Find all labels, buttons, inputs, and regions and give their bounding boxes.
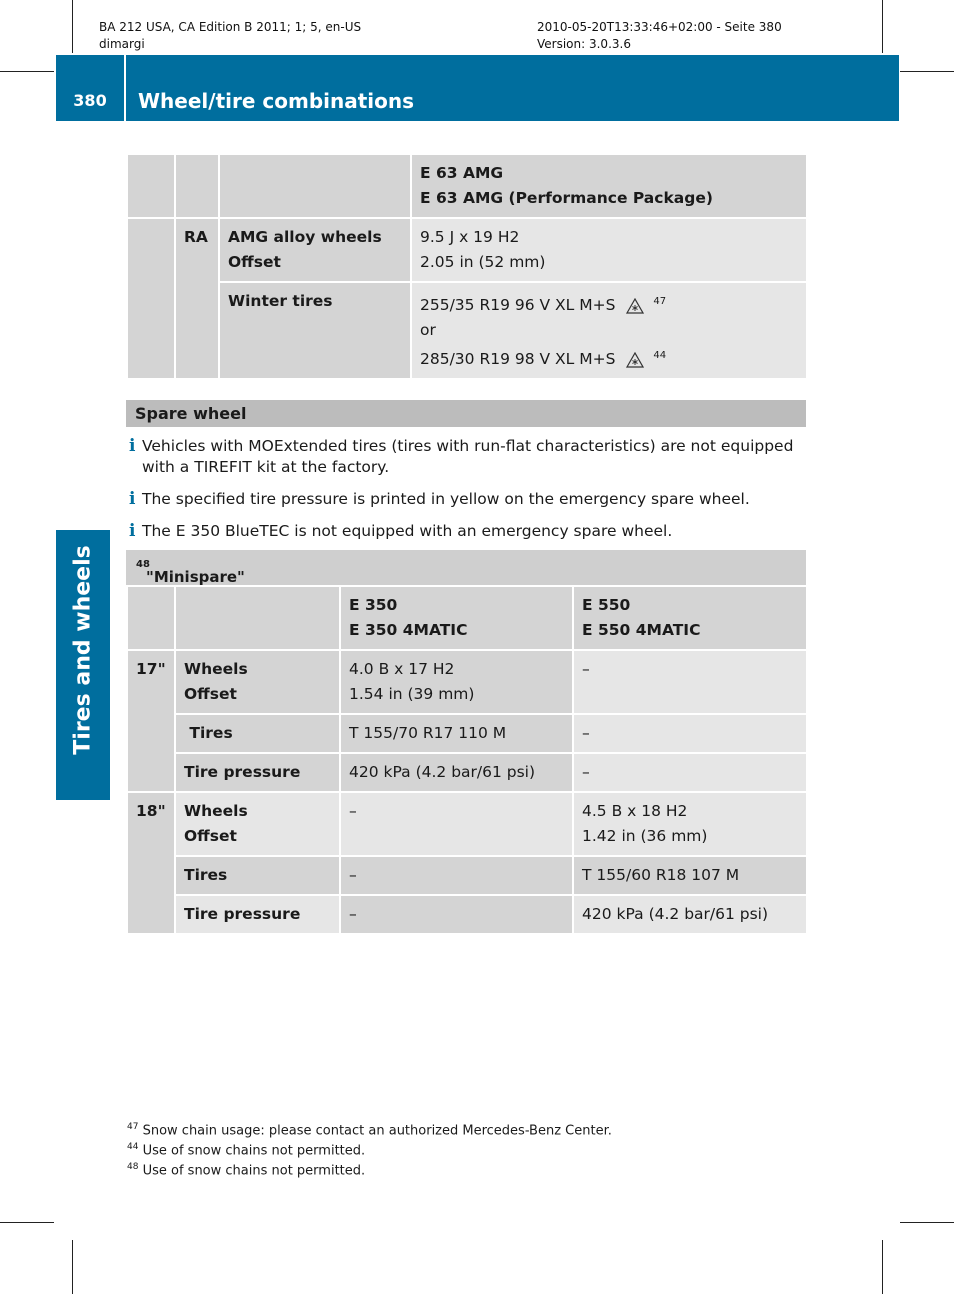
model-name: E 350 4MATIC (349, 621, 468, 639)
row-label (175, 792, 340, 856)
table-cell (175, 154, 219, 218)
table-row (127, 753, 807, 792)
crop-mark (882, 0, 883, 53)
meta-version: Version: 3.0.3.6 (537, 37, 631, 51)
tire-size: 255/35 R19 96 V XL M+S (420, 296, 616, 315)
table-cell (175, 586, 340, 650)
value-cell (411, 282, 807, 379)
model-header (340, 586, 573, 650)
minispare-title-text: "Minispare" (146, 568, 245, 586)
minispare-heading (126, 550, 806, 585)
info-note (126, 436, 810, 478)
minispare-table (126, 585, 808, 935)
row-label (219, 218, 411, 282)
wheel-offset: 1.42 in (36 mm) (582, 827, 708, 845)
model-name: E 550 4MATIC (582, 621, 701, 639)
crop-mark (0, 1222, 54, 1223)
meta-timestamp: 2010-05-20T13:33:46+02:00 - Seite 380 (537, 20, 782, 34)
table-row (127, 650, 807, 714)
print-meta-right (537, 19, 782, 53)
or-text: or (420, 321, 436, 340)
print-meta-left (99, 19, 361, 53)
label-wheels: Wheels (184, 802, 248, 820)
table-row (127, 895, 807, 934)
footnote (127, 1118, 612, 1140)
rim-size: 17" (127, 650, 175, 792)
info-icon: i (129, 436, 136, 456)
crop-mark (900, 1222, 954, 1223)
value-cell (411, 218, 807, 282)
model-name: E 350 (349, 596, 398, 614)
value-cell: – (573, 714, 807, 753)
info-text: Vehicles with MOExtended tires (tires with run-flat characteristics) are not equipped with a TIREFIT kit at the factory. (142, 437, 794, 476)
label-wheels: AMG alloy wheels (228, 228, 382, 246)
model-header (573, 586, 807, 650)
value-cell (340, 650, 573, 714)
table-row (127, 154, 807, 218)
footnote-ref: 48 (136, 559, 150, 570)
table-cell (127, 154, 175, 218)
minispare-title (136, 559, 245, 586)
snowflake-mountain-icon (626, 352, 644, 368)
value-cell: 420 kPa (4.2 bar/61 psi) (340, 753, 573, 792)
section-header (126, 400, 806, 427)
table-row (127, 218, 807, 282)
meta-author: dimargi (99, 37, 145, 51)
row-label: Tires (175, 856, 340, 895)
info-text: The specified tire pressure is printed in yellow on the emergency spare wheel. (142, 490, 750, 508)
table-cell (127, 586, 175, 650)
row-label: Tire pressure (175, 753, 340, 792)
table-row (127, 856, 807, 895)
value-cell: T 155/70 R17 110 M (340, 714, 573, 753)
value-cell: T 155/60 R18 107 M (573, 856, 807, 895)
row-label: Winter tires (219, 282, 411, 379)
model-header (411, 154, 807, 218)
row-label: Tire pressure (175, 895, 340, 934)
value-cell: – (340, 895, 573, 934)
table-row (127, 282, 807, 379)
model-name: E 63 AMG (Performance Package) (420, 189, 713, 207)
page-number: 380 (73, 91, 107, 110)
crop-mark (882, 1240, 883, 1294)
crop-mark (0, 71, 54, 72)
label-offset: Offset (228, 253, 281, 271)
model-name: E 550 (582, 596, 631, 614)
value-cell (573, 792, 807, 856)
crop-mark (900, 71, 954, 72)
title-band (56, 55, 899, 121)
value-cell: – (573, 753, 807, 792)
tire-size: 285/30 R19 98 V XL M+S (420, 350, 616, 369)
tire-option (420, 289, 798, 318)
model-name: E 63 AMG (420, 164, 504, 182)
wheel-offset: 1.54 in (39 mm) (349, 685, 475, 703)
wheel-size: 4.5 B x 18 H2 (582, 802, 688, 820)
page-title: Wheel/tire combinations (138, 89, 415, 113)
rim-size: 18" (127, 792, 175, 934)
footnote-text: Snow chain usage: please contact an authorized Mercedes-Benz Center. (138, 1123, 612, 1139)
value-cell: 420 kPa (4.2 bar/61 psi) (573, 895, 807, 934)
footnote-number: 48 (127, 1162, 139, 1172)
label-wheels: Wheels (184, 660, 248, 678)
meta-edition: BA 212 USA, CA Edition B 2011; 1; 5, en-US (99, 20, 362, 34)
axle-cell: RA (175, 218, 219, 379)
footnote-number: 47 (127, 1122, 139, 1132)
table-row (127, 714, 807, 753)
table-row (127, 792, 807, 856)
section-title: Spare wheel (135, 404, 247, 423)
wheel-offset: 2.05 in (52 mm) (420, 253, 546, 271)
row-label (175, 650, 340, 714)
info-icon: i (129, 521, 136, 541)
snowflake-mountain-icon (626, 298, 644, 314)
label-offset: Offset (184, 685, 237, 703)
tire-option (420, 343, 798, 372)
table-cell (219, 154, 411, 218)
row-label: Tires (175, 714, 340, 753)
footnote (127, 1138, 365, 1160)
footnote-text: Use of snow chains not permitted. (138, 1143, 366, 1159)
info-note (126, 489, 810, 510)
table-row (127, 586, 807, 650)
table-cell (127, 218, 175, 379)
footnote-ref: 47 (653, 296, 667, 307)
chapter-name: Tires and wheels (70, 545, 96, 755)
footnote (127, 1158, 365, 1180)
value-cell: – (340, 792, 573, 856)
wheel-tire-table (126, 153, 808, 380)
info-icon: i (129, 489, 136, 509)
crop-mark (72, 0, 73, 53)
value-cell: – (573, 650, 807, 714)
footnote-text: Use of snow chains not permitted. (138, 1163, 366, 1179)
footnote-number: 44 (127, 1142, 139, 1152)
info-text: The E 350 BlueTEC is not equipped with an emergency spare wheel. (142, 522, 673, 540)
band-divider (124, 55, 126, 121)
label-offset: Offset (184, 827, 237, 845)
crop-mark (72, 1240, 73, 1294)
footnote-ref: 44 (653, 350, 667, 362)
info-note (126, 521, 810, 542)
wheel-size: 9.5 J x 19 H2 (420, 228, 520, 246)
wheel-size: 4.0 B x 17 H2 (349, 660, 455, 678)
value-cell: – (340, 856, 573, 895)
